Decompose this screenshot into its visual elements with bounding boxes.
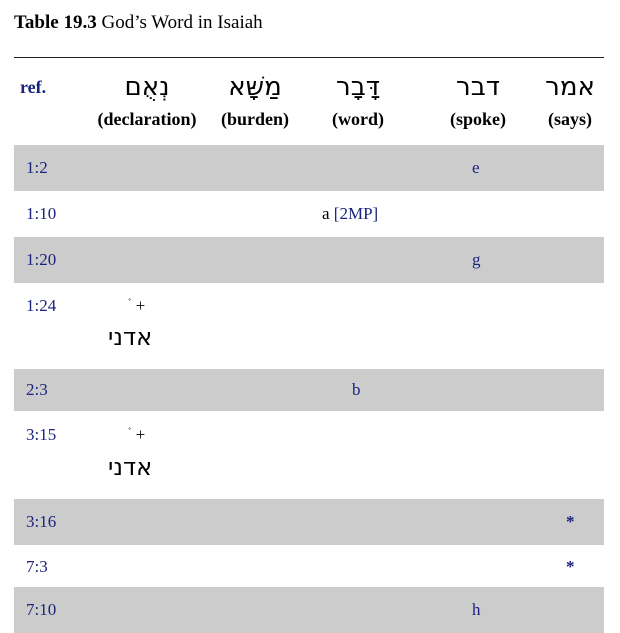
table-header <box>14 71 604 141</box>
cell-declaration-hebrew: אדני <box>108 323 153 351</box>
cell-says: * <box>566 557 575 576</box>
table-row <box>14 369 604 411</box>
cell-declaration-plus: + <box>131 296 146 315</box>
header-word <box>310 71 406 131</box>
cell-declaration-hebrew: אדני <box>108 453 153 481</box>
header-says-hebrew: אמר <box>545 72 595 102</box>
table-row <box>14 587 604 633</box>
cell-word <box>322 204 378 224</box>
header-says <box>536 71 604 131</box>
table-caption-label: Table 19.3 <box>14 12 97 33</box>
cell-declaration <box>128 425 145 445</box>
table-row <box>14 145 604 191</box>
row-ref: 7:3 <box>26 557 48 576</box>
cell-declaration-ring: ˚ <box>128 427 132 438</box>
header-spoke-hebrew: דבר <box>456 72 500 102</box>
header-word-english: (word) <box>332 109 384 129</box>
cell-spoke: h <box>472 600 481 619</box>
header-says-english: (says) <box>548 109 592 129</box>
header-burden-hebrew: מַשָּׁא <box>228 72 282 102</box>
header-declaration <box>84 71 210 131</box>
cell-word-bracket: [2MP] <box>333 204 379 223</box>
row-ref: 2:3 <box>26 380 48 399</box>
header-spoke <box>432 71 524 131</box>
table-caption-text: God’s Word in Isaiah <box>101 12 263 33</box>
row-ref: 1:2 <box>26 158 48 177</box>
row-ref: 3:16 <box>26 512 57 531</box>
header-declaration-hebrew: נְאֻם <box>124 72 170 102</box>
row-ref: 1:24 <box>26 296 57 315</box>
header-burden <box>210 71 300 131</box>
table-row <box>14 499 604 545</box>
cell-says: * <box>566 512 575 531</box>
cell-word-prefix: a <box>322 204 334 223</box>
table-row <box>14 411 604 499</box>
row-ref: 1:10 <box>26 204 57 223</box>
row-ref: 3:15 <box>26 425 57 444</box>
header-spoke-english: (spoke) <box>449 109 506 129</box>
table-row <box>14 283 604 369</box>
row-ref: 7:10 <box>26 600 57 619</box>
cell-spoke: g <box>472 250 481 269</box>
cell-declaration-plus: + <box>131 425 146 444</box>
table-row <box>14 237 604 283</box>
header-ref: ref. <box>20 77 47 97</box>
table-caption <box>14 12 263 34</box>
table-row <box>14 545 604 587</box>
table-row <box>14 191 604 237</box>
cell-spoke: e <box>472 158 480 177</box>
top-rule <box>14 57 604 58</box>
table-body <box>14 145 604 633</box>
cell-word: b <box>352 380 361 399</box>
cell-declaration-ring: ˚ <box>128 298 132 309</box>
cell-declaration <box>128 296 145 316</box>
header-word-hebrew: דָּבָר <box>336 72 380 102</box>
header-burden-english: (burden) <box>220 109 289 129</box>
header-declaration-english: (declaration) <box>97 109 197 129</box>
row-ref: 1:20 <box>26 250 57 269</box>
